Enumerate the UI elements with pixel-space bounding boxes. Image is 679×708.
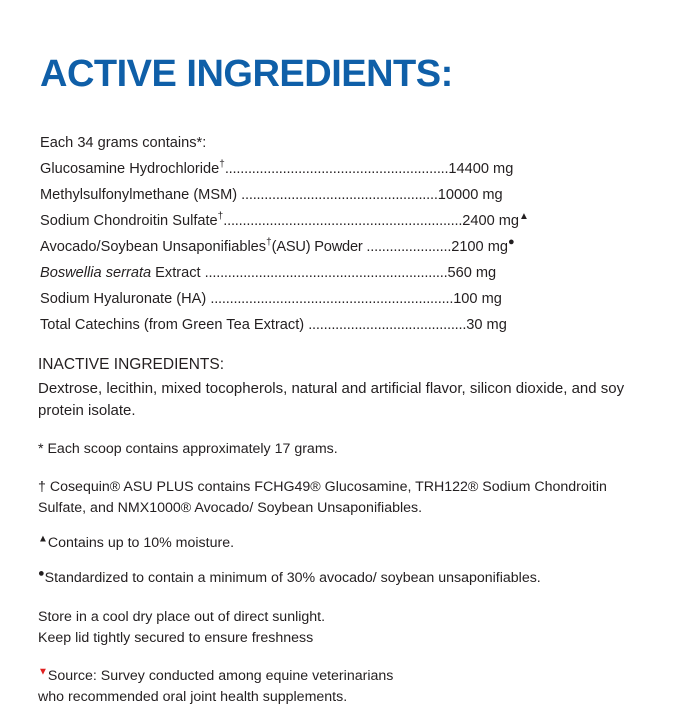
ingredient-amount: 10000 mg [437, 186, 503, 203]
source-line-1: Source: Survey conducted among equine veterinarians [47, 667, 394, 684]
leader-dots: ............................................................... [210, 290, 454, 307]
storage-line-1: Store in a cool dry place out of direct sunlight. [38, 608, 326, 625]
storage-instructions [38, 607, 641, 649]
source-note [38, 666, 641, 708]
leader-dots: ................................................... [241, 186, 438, 203]
storage-line-2: Keep lid tightly secured to ensure freshness [38, 629, 314, 646]
ingredient-amount: 2400 mg [462, 212, 520, 229]
footnote-triangle [38, 533, 641, 554]
ingredient-row [40, 234, 641, 260]
footnote-dagger [38, 477, 641, 519]
dagger-icon: † [217, 210, 224, 222]
footnote-triangle-text: Contains up to 10% moisture. [47, 534, 235, 551]
ingredient-name: Glucosamine Hydrochloride [40, 160, 220, 177]
ingredient-amount: 30 mg [466, 316, 507, 333]
leader-dots: .............................................................. [223, 212, 463, 229]
down-triangle-marker-icon: ▼ [38, 666, 48, 678]
inactive-ingredients-heading: INACTIVE INGREDIENTS: [38, 355, 225, 373]
ingredient-name: Total Catechins (from Green Tea Extract) [40, 316, 309, 333]
footnote-asterisk-text: Each scoop contains approximately 17 grams. [43, 440, 338, 457]
ingredient-name: Boswellia serrata [40, 264, 152, 281]
ingredient-amount: 14400 mg [448, 160, 514, 177]
leader-dots: ......................................... [308, 316, 467, 333]
ingredient-amount: 100 mg [453, 290, 502, 307]
source-line-2: who recommended oral joint health supplements. [38, 688, 348, 705]
ingredient-name: Avocado/Soybean Unsaponifiables [40, 238, 267, 255]
page-title: ACTIVE INGREDIENTS: [40, 53, 453, 95]
footnote-bullet-text: Standardized to contain a minimum of 30% avocado/ soybean unsaponifiables. [44, 569, 541, 586]
dagger-icon: † [266, 236, 272, 248]
asterisk-marker-icon: * [38, 440, 44, 457]
ingredient-row [40, 208, 641, 234]
bullet-marker-icon: ● [508, 235, 515, 248]
serving-size-text: Each 34 grams contains*: [40, 134, 207, 151]
ingredient-amount: 2100 mg [451, 238, 508, 255]
triangle-marker-icon: ▲ [38, 533, 48, 545]
ingredient-row [40, 286, 641, 312]
ingredient-name: Methylsulfonylmethane (MSM) [40, 186, 242, 203]
ingredient-amount: 560 mg [447, 264, 497, 281]
triangle-marker-icon: ▲ [519, 210, 529, 222]
inactive-ingredients-text: Dextrose, lecithin, mixed tocopherols, natural and artificial flavor, silicon dioxide, and soy protein isolate. [38, 379, 625, 419]
ingredient-row [40, 182, 641, 208]
ingredient-name-suffix: Extract [151, 264, 205, 281]
leader-dots: .......................................................... [224, 160, 449, 177]
ingredient-name: Sodium Hyaluronate (HA) [40, 290, 211, 307]
ingredient-row [40, 156, 641, 182]
leader-dots: (ASU) Powder ...................... [271, 238, 452, 255]
bullet-marker-icon: ● [38, 567, 45, 580]
dagger-icon: † [219, 158, 225, 170]
ingredient-row [40, 312, 641, 338]
footnote-dagger-text: Cosequin® ASU PLUS contains FCHG49® Glucosamine, TRH122® Sodium Chondroitin Sulfate, and NMX1000® Avocado/ Soybean Unsaponifiables. [38, 478, 607, 516]
active-ingredients-list [40, 130, 641, 338]
ingredient-name: Sodium Chondroitin Sulfate [40, 212, 218, 229]
ingredient-row [40, 260, 641, 286]
serving-size-line [40, 130, 641, 156]
leader-dots: ............................................................... [204, 264, 448, 281]
dagger-marker-icon: † [38, 478, 46, 495]
footnote-asterisk [38, 439, 641, 460]
footnote-bullet [38, 568, 641, 589]
